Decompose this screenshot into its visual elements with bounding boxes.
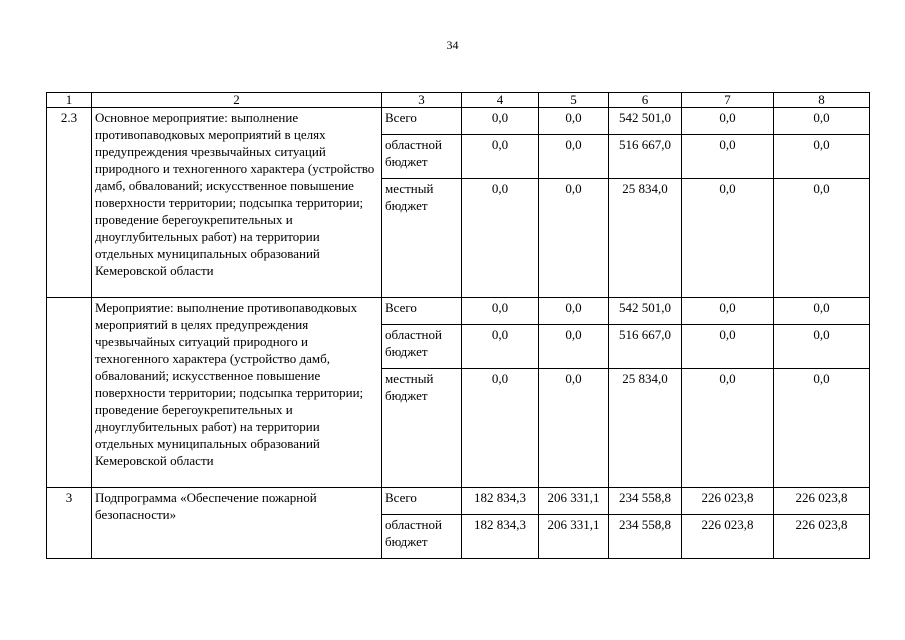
- value-cell: 0,0: [462, 135, 539, 179]
- value-cell: 0,0: [682, 325, 774, 369]
- table-row: [47, 108, 870, 135]
- row-code: [47, 298, 92, 488]
- value-cell: 0,0: [462, 179, 539, 298]
- header-cell: 6: [609, 93, 682, 108]
- funding-source: Всего: [382, 108, 462, 135]
- header-cell: 3: [382, 93, 462, 108]
- value-cell: 226 023,8: [774, 515, 870, 559]
- value-cell: 516 667,0: [609, 325, 682, 369]
- header-cell: 7: [682, 93, 774, 108]
- value-cell: 0,0: [774, 369, 870, 488]
- header-cell: 4: [462, 93, 539, 108]
- value-cell: 0,0: [774, 135, 870, 179]
- page-number: 34: [446, 38, 459, 52]
- value-cell: 226 023,8: [774, 488, 870, 515]
- value-cell: 0,0: [682, 369, 774, 488]
- funding-source: местный бюджет: [382, 179, 462, 298]
- header-row: [47, 93, 870, 108]
- header-cell: 2: [92, 93, 382, 108]
- value-cell: 206 331,1: [539, 488, 609, 515]
- value-cell: 0,0: [774, 179, 870, 298]
- value-cell: 0,0: [682, 298, 774, 325]
- value-cell: 234 558,8: [609, 488, 682, 515]
- row-description: Основное мероприятие: выполнение противопаводковых мероприятий в целях предупреждения чрезвычайных ситуаций природного и техногенного характера (устройство дамб, обвалований; искусственное повышение поверхности территории; подсыпка территории; проведение берегоукрепительных и дноуглубительных работ) на территории отдельных муниципальных образований Кемеровской области: [92, 108, 382, 298]
- value-cell: 0,0: [539, 369, 609, 488]
- header-cell: 5: [539, 93, 609, 108]
- value-cell: 0,0: [774, 108, 870, 135]
- table-row: [47, 298, 870, 325]
- funding-source: Всего: [382, 298, 462, 325]
- value-cell: 516 667,0: [609, 135, 682, 179]
- header-cell: 8: [774, 93, 870, 108]
- header-cell: 1: [47, 93, 92, 108]
- value-cell: 226 023,8: [682, 515, 774, 559]
- value-cell: 182 834,3: [462, 488, 539, 515]
- funding-source: областной бюджет: [382, 515, 462, 559]
- budget-table: [46, 92, 870, 559]
- value-cell: 226 023,8: [682, 488, 774, 515]
- row-description: Подпрограмма «Обеспечение пожарной безопасности»: [92, 488, 382, 559]
- value-cell: 0,0: [462, 108, 539, 135]
- value-cell: 542 501,0: [609, 298, 682, 325]
- value-cell: 0,0: [539, 135, 609, 179]
- value-cell: 206 331,1: [539, 515, 609, 559]
- value-cell: 0,0: [774, 325, 870, 369]
- value-cell: 25 834,0: [609, 179, 682, 298]
- value-cell: 0,0: [539, 179, 609, 298]
- value-cell: 0,0: [462, 298, 539, 325]
- funding-source: областной бюджет: [382, 325, 462, 369]
- funding-source: областной бюджет: [382, 135, 462, 179]
- value-cell: 0,0: [462, 325, 539, 369]
- value-cell: 182 834,3: [462, 515, 539, 559]
- row-code: 2.3: [47, 108, 92, 298]
- value-cell: 234 558,8: [609, 515, 682, 559]
- row-description: Мероприятие: выполнение противопаводковых мероприятий в целях предупреждения чрезвычайных ситуаций природного и техногенного характера (устройство дамб, обвалований; искусственное повышение поверхности территории; подсыпка территории; проведение берегоукрепительных и дноуглубительных работ) на территории отдельных муниципальных образований Кемеровской области: [92, 298, 382, 488]
- value-cell: 0,0: [539, 108, 609, 135]
- value-cell: 542 501,0: [609, 108, 682, 135]
- funding-source: местный бюджет: [382, 369, 462, 488]
- value-cell: 0,0: [682, 108, 774, 135]
- value-cell: 0,0: [462, 369, 539, 488]
- value-cell: 0,0: [682, 179, 774, 298]
- table-row: [47, 488, 870, 515]
- value-cell: 25 834,0: [609, 369, 682, 488]
- row-code: 3: [47, 488, 92, 559]
- value-cell: 0,0: [682, 135, 774, 179]
- value-cell: 0,0: [539, 325, 609, 369]
- value-cell: 0,0: [774, 298, 870, 325]
- value-cell: 0,0: [539, 298, 609, 325]
- funding-source: Всего: [382, 488, 462, 515]
